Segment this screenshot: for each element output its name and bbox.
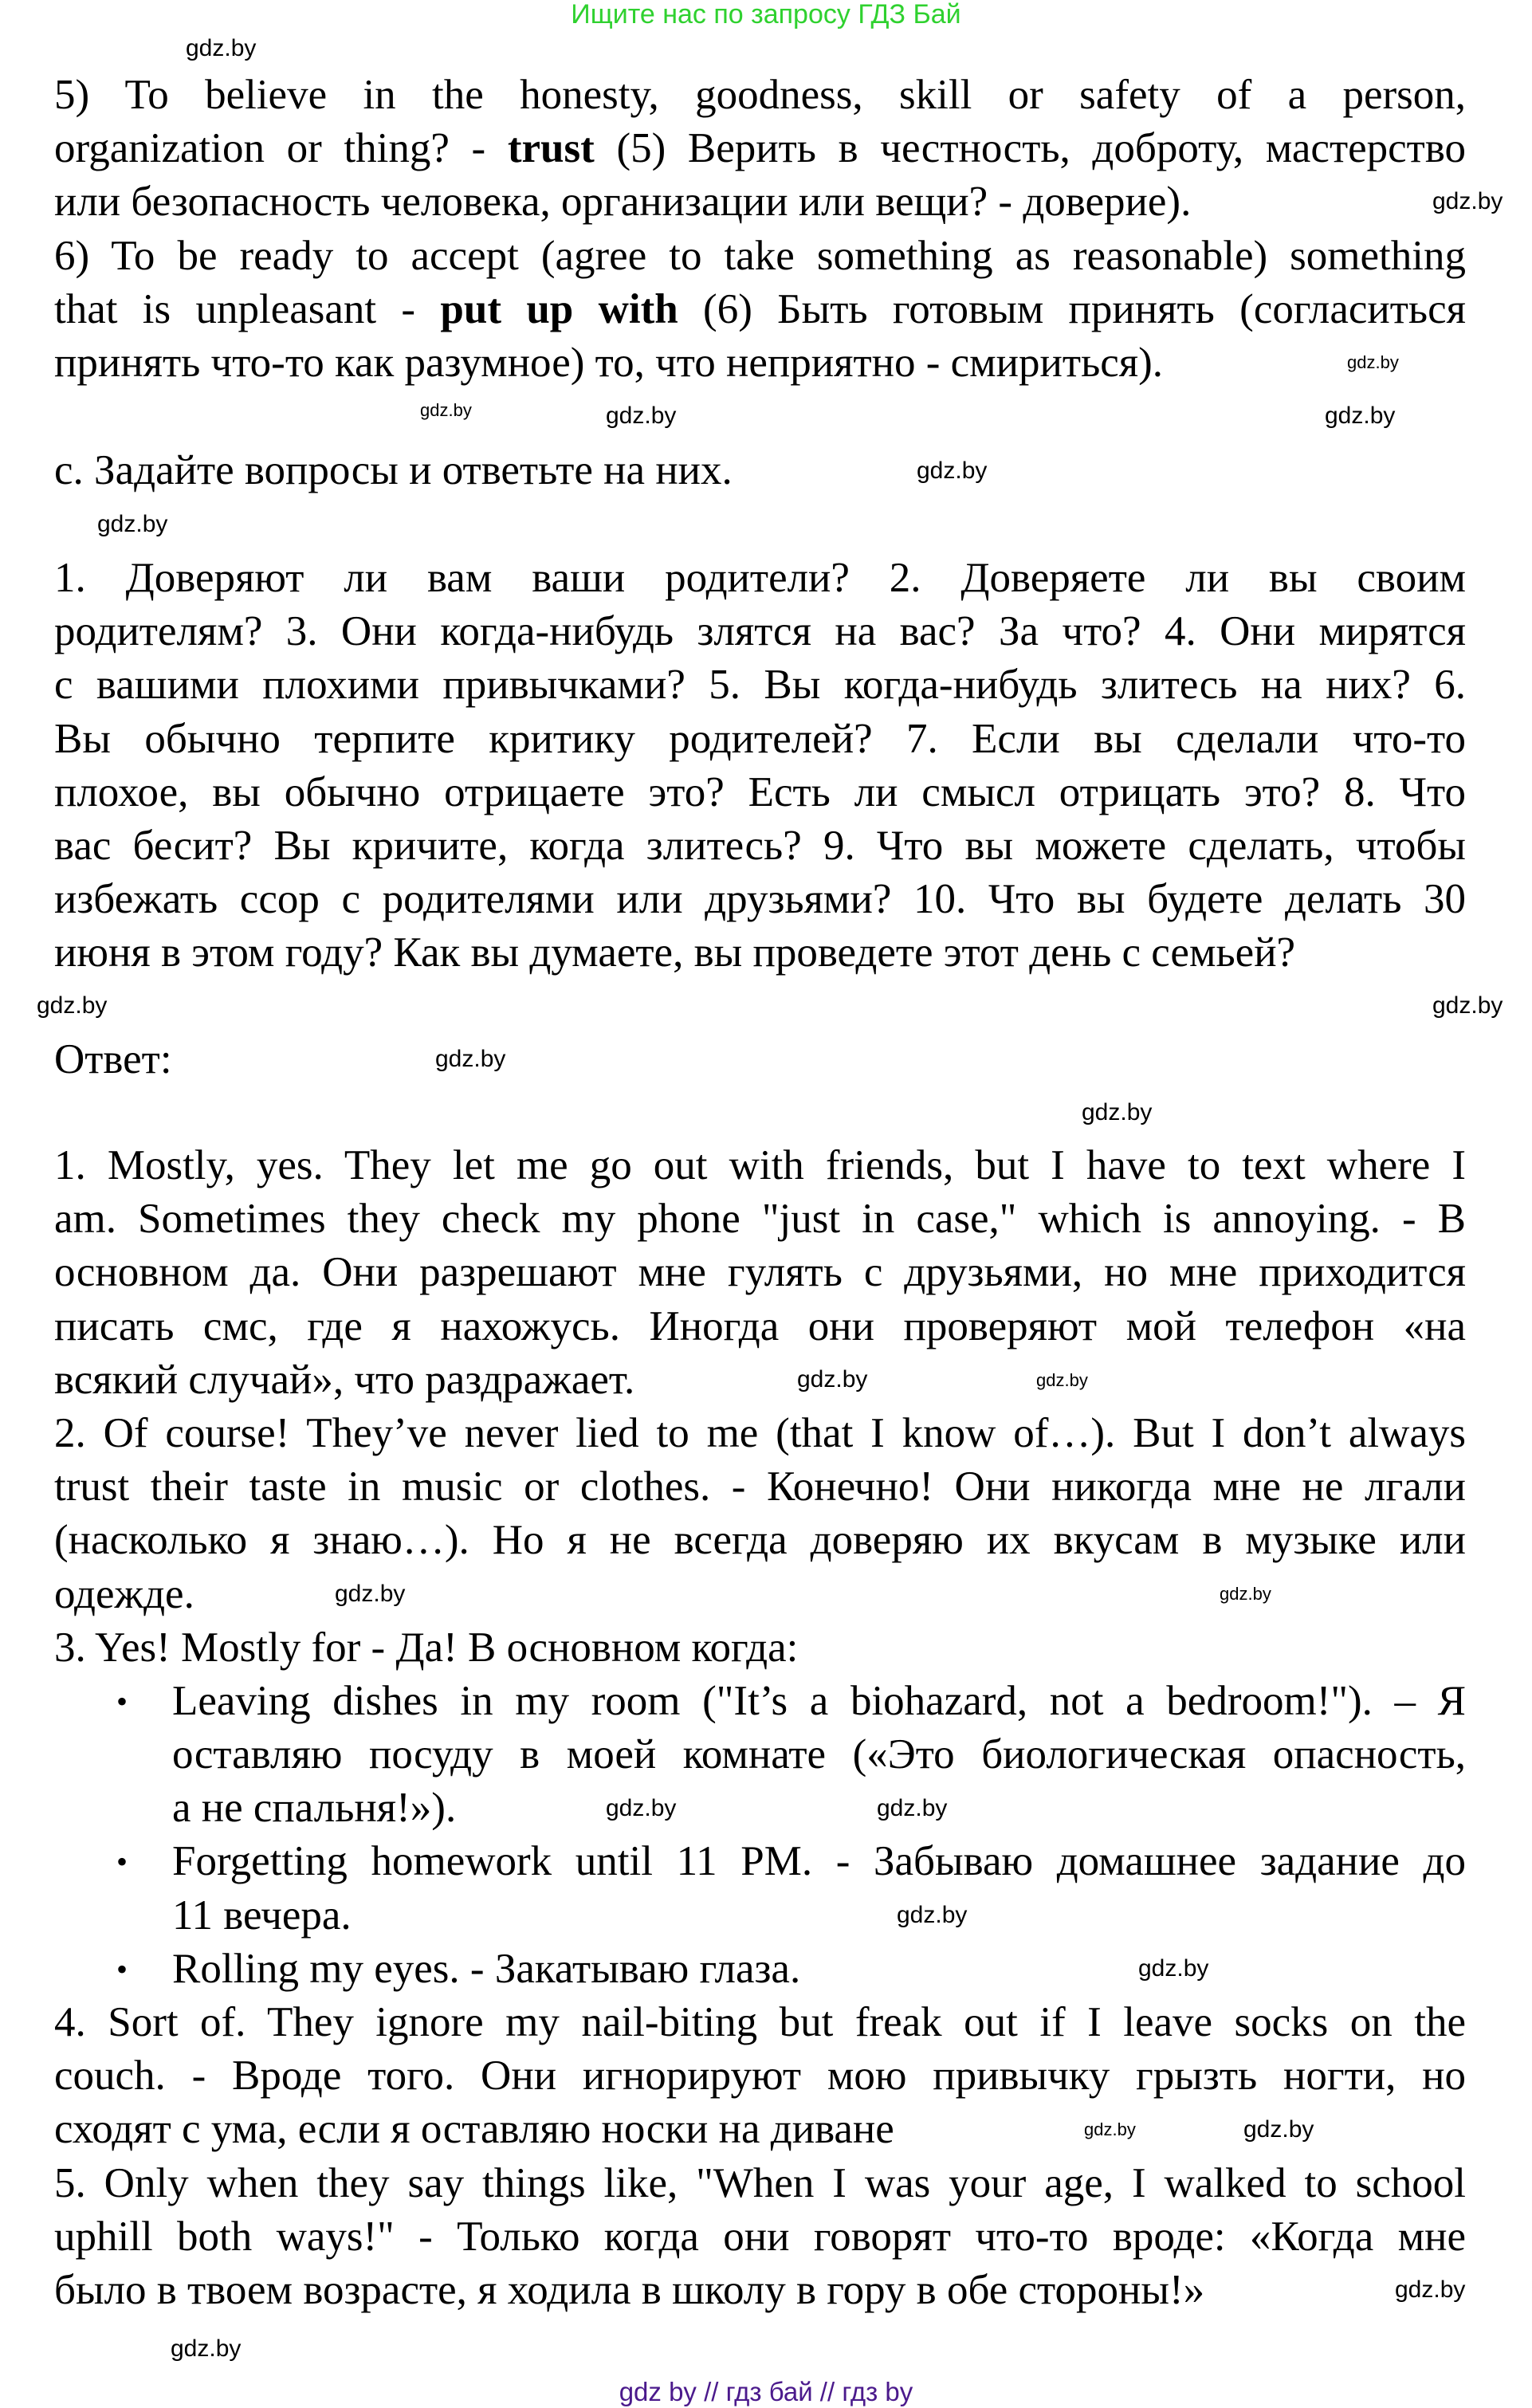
- text-segment: всякий случай», что раздражает.: [54, 1356, 635, 1403]
- text-line: [54, 336, 1466, 390]
- text-segment: а не спальня!»).: [172, 1785, 457, 1832]
- text-segment: основном да. Они разрешают мне гулять с друзьями, но мне приходится: [54, 1249, 1466, 1296]
- text-segment: избежать ссор с родителями или друзьями? 10. Что вы будете делать 30: [54, 876, 1466, 923]
- text-line: [54, 2157, 1466, 2210]
- text-line: [54, 1460, 1466, 1514]
- text-segment: писать смс, где я нахожусь. Иногда они проверяют мой телефон «на: [54, 1302, 1466, 1349]
- watermark: gdz.by: [435, 1046, 506, 1072]
- search-banner: Ищите нас по запросу ГДЗ Бай: [571, 0, 961, 29]
- text-segment: 1. Доверяют ли вам ваши родители? 2. Доверяете ли вы своим: [54, 555, 1466, 601]
- text-line: [54, 2210, 1466, 2264]
- watermark: gdz.by: [420, 400, 472, 420]
- text-line: [54, 605, 1466, 658]
- watermark: gdz.by: [1243, 2116, 1314, 2143]
- text-line: [54, 69, 1466, 122]
- watermark: gdz.by: [1432, 992, 1503, 1019]
- text-line: [54, 122, 1466, 175]
- text-segment: trust their taste in music or clothes. - Конечно! Они никогда мне не лгали: [54, 1463, 1466, 1510]
- text-segment: июня в этом году? Как вы думаете, вы проведете этот день с семьей?: [54, 929, 1296, 976]
- text-segment: 5. Only when they say things like, "When I was your age, I walked to school: [54, 2159, 1466, 2206]
- watermark: gdz.by: [606, 403, 677, 429]
- text-segment: родителям? 3. Они когда-нибудь злятся на вас? За что? 4. Они мирятся: [54, 608, 1466, 655]
- watermark: gdz.by: [97, 511, 168, 537]
- text-line: [54, 1246, 1466, 1299]
- watermark: gdz.by: [1325, 403, 1396, 429]
- answer-label: [54, 1033, 1466, 1086]
- text-line: [54, 713, 1466, 766]
- text-segment: (5) Верить в честность, доброту, мастерство: [594, 125, 1466, 172]
- text-line: [54, 658, 1466, 712]
- text-segment: Leaving dishes in my room ("It’s a biohazard, not a bedroom!"). – Я: [172, 1677, 1466, 1724]
- text-segment: 11 вечера.: [172, 1891, 352, 1939]
- watermark: gdz.by: [1084, 2119, 1136, 2139]
- watermark: gdz.by: [1036, 1370, 1088, 1390]
- watermark: gdz.by: [186, 35, 257, 61]
- text-segment: that is unpleasant -: [54, 285, 441, 332]
- text-line: [54, 1192, 1466, 1246]
- text-segment: organization or thing? -: [54, 125, 508, 172]
- watermark: gdz.by: [1138, 1955, 1209, 1982]
- text-line: [172, 1781, 1466, 1835]
- footer-links[interactable]: gdz by // гдз бай // гдз by: [619, 2377, 913, 2406]
- bullet-line: [172, 1835, 1466, 1888]
- text-line: [54, 1033, 1466, 1086]
- text-segment: am. Sometimes they check my phone "just in case," which is annoying. - В: [54, 1196, 1466, 1243]
- text-segment: 6) To be ready to accept (agree to take something as reasonable) something: [54, 232, 1466, 279]
- text-segment: вас бесит? Вы кричите, когда злитесь? 9. Что вы можете сделать, чтобы: [54, 822, 1466, 869]
- text-segment: или безопасность человека, организации или вещи? - доверие).: [54, 179, 1192, 226]
- text-line: [54, 766, 1466, 819]
- text-line: [54, 873, 1466, 926]
- text-segment: (насколько я знаю…). Но я не всегда доверяю их вкусам в музыке или: [54, 1517, 1466, 1564]
- text-segment: (6) Быть готовым принять (согласиться: [678, 285, 1466, 332]
- text-segment: Ответ:: [54, 1036, 172, 1082]
- text-line: [54, 283, 1466, 336]
- watermark: gdz.by: [1347, 352, 1399, 372]
- text-line: [54, 1353, 1466, 1407]
- text-segment: одежде.: [54, 1570, 194, 1617]
- watermark: gdz.by: [1220, 1584, 1271, 1604]
- text-line: [54, 819, 1466, 873]
- task-heading: [54, 444, 1466, 497]
- text-line: [54, 552, 1466, 605]
- bold-term: trust: [507, 125, 595, 172]
- bold-term: put up with: [440, 285, 678, 332]
- text-segment: было в твоем возрасте, я ходила в школу в гору в обе стороны!»: [54, 2266, 1205, 2313]
- text-line: [54, 1621, 1466, 1675]
- text-line: [54, 1996, 1466, 2049]
- text-line: [54, 2264, 1466, 2317]
- text-segment: Forgetting homework until 11 PM. - Забываю домашнее задание до: [172, 1838, 1466, 1885]
- text-line: [54, 2049, 1466, 2103]
- text-segment: принять что-то как разумное) то, что неприятно - смириться).: [54, 339, 1164, 386]
- watermark: gdz.by: [797, 1366, 868, 1393]
- text-line: [54, 1300, 1466, 1353]
- definitions-section: [54, 69, 1466, 390]
- bullet-line: [172, 1943, 1466, 1996]
- watermark: gdz.by: [1432, 188, 1503, 214]
- text-segment: сходят с ума, если я оставляю носки на диване: [54, 2106, 894, 2153]
- text-segment: uphill both ways!" - Только когда они говорят что-то вроде: «Когда мне: [54, 2213, 1466, 2260]
- watermark: gdz.by: [37, 992, 108, 1019]
- text-line: [54, 1139, 1466, 1192]
- questions-paragraph: [54, 552, 1466, 980]
- text-line: [54, 926, 1466, 980]
- text-segment: Rolling my eyes. - Закатываю глаза.: [172, 1945, 801, 1992]
- watermark: gdz.by: [897, 1902, 968, 1928]
- text-segment: 3. Yes! Mostly for - Да! В основном когда:: [54, 1624, 799, 1671]
- text-line: [172, 1728, 1466, 1781]
- text-segment: оставляю посуду в моей комнате («Это биологическая опасность,: [172, 1731, 1466, 1778]
- watermark: gdz.by: [1395, 2276, 1466, 2303]
- text-line: [54, 1407, 1466, 1460]
- text-segment: couch. - Вроде того. Они игнорируют мою привычку грызть ногти, но: [54, 2052, 1466, 2100]
- text-segment: с вашими плохими привычками? 5. Вы когда-нибудь злитесь на них? 6.: [54, 662, 1466, 709]
- bullet-line: [172, 1675, 1466, 1728]
- text-line: [172, 1889, 1466, 1943]
- text-segment: 4. Sort of. They ignore my nail-biting but freak out if I leave socks on the: [54, 1999, 1466, 2045]
- text-segment: 5) To believe in the honesty, goodness, skill or safety of a person,: [54, 72, 1466, 118]
- text-line: [54, 175, 1466, 229]
- text-segment: Вы обычно терпите критику родителей? 7. Если вы сделали что-то: [54, 715, 1466, 762]
- watermark: gdz.by: [335, 1581, 406, 1607]
- text-segment: 1. Mostly, yes. They let me go out with friends, but I have to text where I: [54, 1142, 1466, 1188]
- text-segment: 2. Of course! They’ve never lied to me (that I know of…). But I don’t always: [54, 1409, 1466, 1456]
- text-segment: плохое, вы обычно отрицаете это? Есть ли смысл отрицать это? 8. Что: [54, 768, 1466, 815]
- text-line: [54, 444, 1466, 497]
- watermark: gdz.by: [917, 458, 988, 484]
- text-line: [54, 1514, 1466, 1567]
- watermark: gdz.by: [171, 2335, 242, 2362]
- watermark: gdz.by: [877, 1795, 948, 1821]
- text-segment: c. Задайте вопросы и ответьте на них.: [54, 447, 733, 493]
- watermark: gdz.by: [1082, 1099, 1153, 1125]
- text-line: [54, 230, 1466, 283]
- watermark: gdz.by: [606, 1795, 677, 1821]
